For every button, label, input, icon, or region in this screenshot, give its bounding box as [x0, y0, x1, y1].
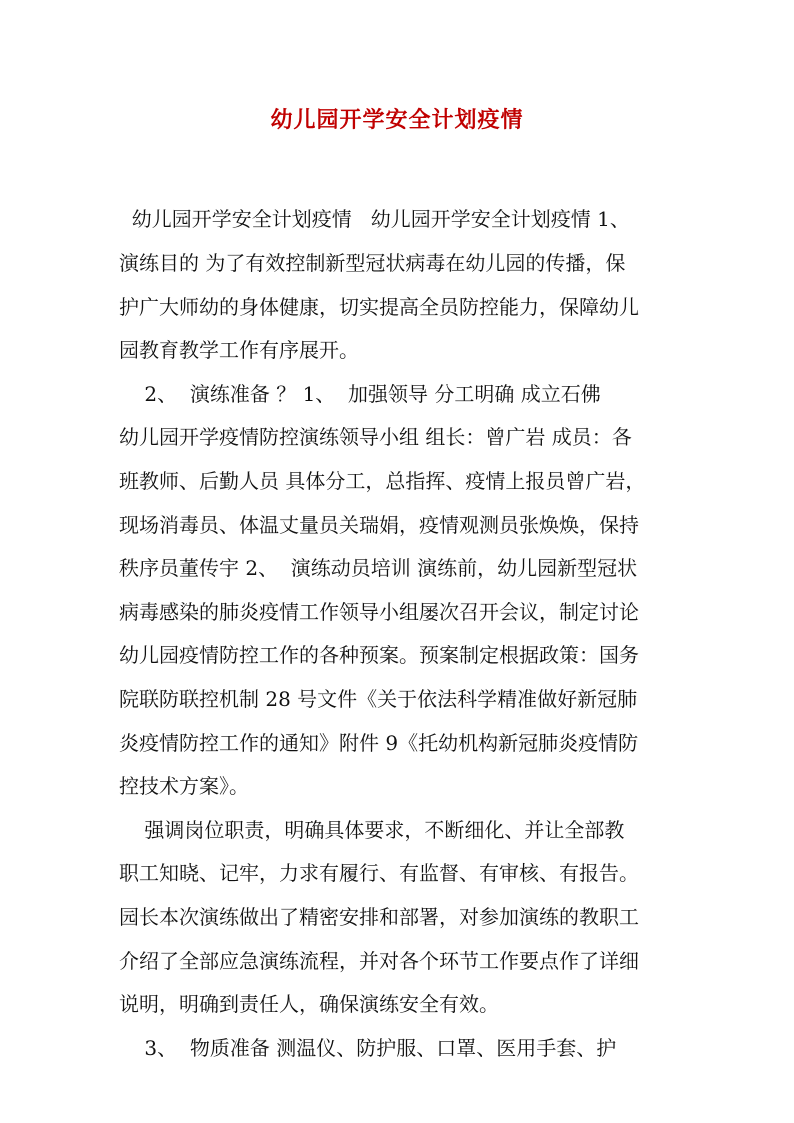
body-line: 班教师、后勤人员 具体分工，总指挥、疫情上报员曾广岩， — [119, 469, 646, 493]
body-line: 职工知晓、记牢，力求有履行、有监督、有审核、有报告。 — [119, 861, 639, 885]
body-line: 介绍了全部应急演练流程，并对各个环节工作要点作了详细 — [119, 949, 639, 973]
body-line: 强调岗位职责，明确具体要求，不断细化、并让全部教 — [119, 818, 625, 842]
body-line: 秩序员董传宇 2、 演练动员培训 演练前，幼儿园新型冠状 — [119, 556, 638, 580]
body-line: 院联防联控机制 28 号文件《关于依法科学精准做好新冠肺 — [119, 687, 638, 711]
body-line: 护广大师幼的身体健康，切实提高全员防控能力，保障幼儿 — [119, 295, 639, 319]
body-line: 控技术方案》。 — [119, 774, 249, 798]
body-line: 幼儿园疫情防控工作的各种预案。预案制定根据政策：国务 — [119, 643, 639, 667]
body-line: 幼儿园开学安全计划疫情 幼儿园开学安全计划疫情 1、 — [119, 207, 630, 231]
body-line: 炎疫情防控工作的通知》附件 9《托幼机构新冠肺炎疫情防 — [119, 731, 639, 755]
body-line: 2、 演练准备 ？ 1、 加强领导 分工明确 成立石佛 — [119, 382, 601, 406]
body-line: 园教育教学工作有序展开。 — [119, 338, 359, 362]
body-line: 3、 物质准备 测温仪、防护服、口罩、医用手套、护 — [119, 1036, 617, 1060]
body-line: 幼儿园开学疫情防控演练领导小组 组长：曾广岩 成员：各 — [119, 425, 632, 449]
document-title: 幼儿园开学安全计划疫情 — [270, 107, 524, 133]
body-line: 说明，明确到责任人，确保演练安全有效。 — [119, 992, 499, 1016]
body-line: 病毒感染的肺炎疫情工作领导小组屡次召开会议，制定讨论 — [119, 600, 639, 624]
body-line: 园长本次演练做出了精密安排和部署，对参加演练的教职工 — [119, 905, 639, 929]
body-line: 现场消毒员、体温丈量员关瑞娟，疫情观测员张焕焕，保持 — [119, 513, 639, 537]
body-line: 演练目的 为了有效控制新型冠状病毒在幼儿园的传播，保 — [119, 251, 626, 275]
